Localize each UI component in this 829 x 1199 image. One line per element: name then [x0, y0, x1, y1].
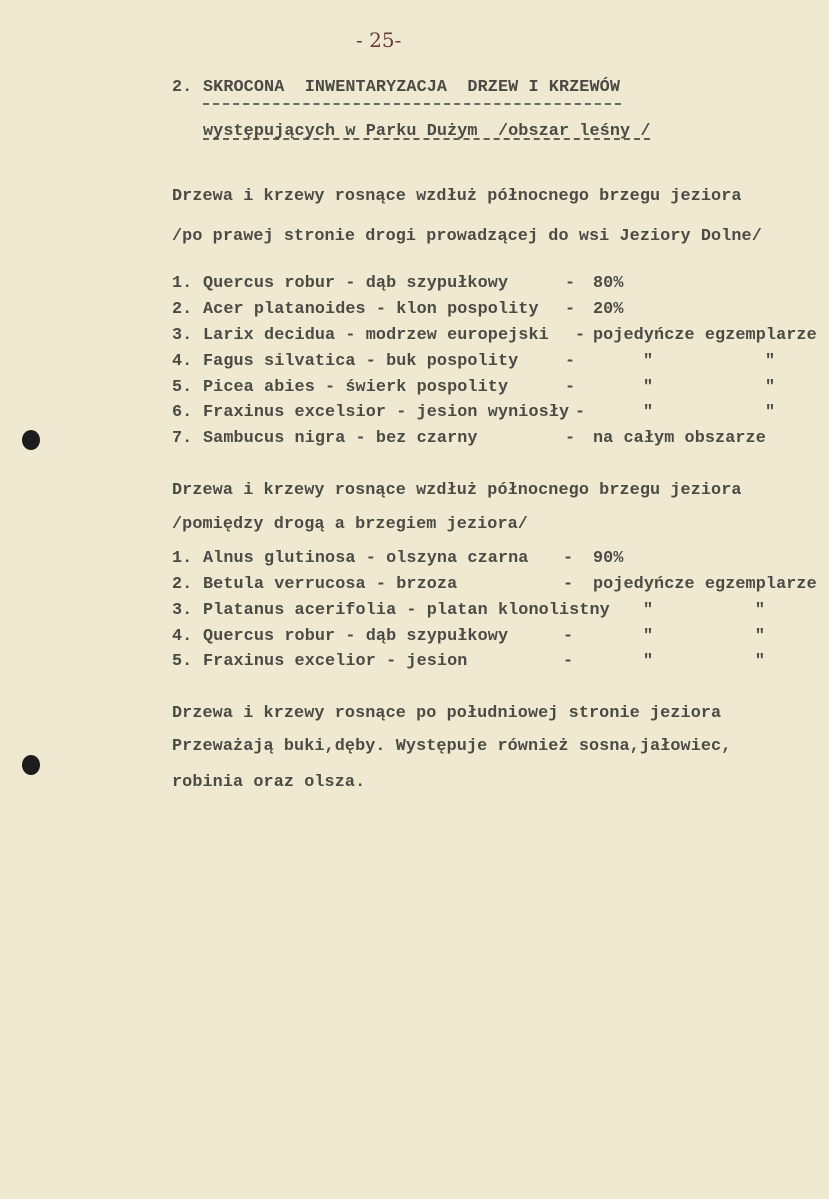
- item-name: Fraxinus excelsior - jesion wyniosły: [203, 403, 570, 422]
- item-number: 3.: [172, 601, 193, 620]
- item-dash: -: [563, 627, 574, 646]
- item-value: " ": [643, 652, 766, 671]
- item-number: 4.: [172, 627, 193, 646]
- item-value: 80%: [593, 274, 624, 293]
- item-number: 3.: [172, 326, 193, 345]
- item-name: Acer platanoides - klon pospolity: [203, 300, 539, 319]
- item-value: pojedyńcze egzemplarze: [593, 326, 817, 345]
- item-value: " ": [643, 627, 766, 646]
- item-number: 2.: [172, 300, 193, 319]
- item-name: Quercus robur - dąb szypułkowy: [203, 627, 509, 646]
- section2-line2: /pomiędzy drogą a brzegiem jeziora/: [172, 515, 528, 534]
- item-dash: -: [565, 378, 576, 397]
- item-value: 90%: [593, 549, 624, 568]
- item-value: na całym obszarze: [593, 429, 766, 448]
- heading-title: SKROCONA INWENTARYZACJA DRZEW I KRZEWÓW: [203, 78, 620, 97]
- item-dash: -: [565, 352, 576, 371]
- item-value: 20%: [593, 300, 624, 319]
- section2-line1: Drzewa i krzewy rosnące wzdłuż północnego brzegu jeziora: [172, 481, 742, 500]
- item-number: 6.: [172, 403, 193, 422]
- item-name: Sambucus nigra - bez czarny: [203, 429, 478, 448]
- punch-hole-icon: [22, 755, 40, 775]
- heading-rule: [203, 103, 621, 105]
- item-dash: -: [565, 300, 576, 319]
- section3-line1: Drzewa i krzewy rosnące po południowej stronie jeziora: [172, 704, 722, 723]
- item-number: 1.: [172, 549, 193, 568]
- section3-line3: robinia oraz olsza.: [172, 773, 366, 792]
- item-number: 5.: [172, 652, 193, 671]
- item-value: " ": [643, 352, 776, 371]
- item-name: Fagus silvatica - buk pospolity: [203, 352, 519, 371]
- item-number: 4.: [172, 352, 193, 371]
- item-dash: -: [565, 429, 576, 448]
- heading-subtitle: występujących w Parku Dużym /obszar leśny /: [203, 122, 651, 141]
- section1-line1: Drzewa i krzewy rosnące wzdłuż północnego brzegu jeziora: [172, 187, 742, 206]
- item-name: Betula verrucosa - brzoza: [203, 575, 458, 594]
- item-name: Quercus robur - dąb szypułkowy: [203, 274, 509, 293]
- item-dash: -: [575, 326, 586, 345]
- item-number: 5.: [172, 378, 193, 397]
- page-number: - 25-: [356, 28, 402, 52]
- section1-line2: /po prawej stronie drogi prowadzącej do wsi Jeziory Dolne/: [172, 227, 762, 246]
- item-value: " ": [643, 403, 776, 422]
- item-dash: -: [575, 403, 586, 422]
- item-dash: -: [563, 652, 574, 671]
- item-number: 1.: [172, 274, 193, 293]
- item-value: pojedyńcze egzemplarze: [593, 575, 817, 594]
- item-value: " ": [643, 601, 766, 620]
- item-name: Fraxinus excelior - jesion: [203, 652, 468, 671]
- item-number: 7.: [172, 429, 193, 448]
- section3-line2: Przeważają buki,dęby. Występuje również sosna,jałowiec,: [172, 737, 732, 756]
- heading-number: 2.: [172, 78, 193, 97]
- item-dash: -: [563, 549, 574, 568]
- item-dash: -: [563, 575, 574, 594]
- punch-hole-icon: [22, 430, 40, 450]
- item-name: Larix decidua - modrzew europejski: [203, 326, 549, 345]
- item-name: Platanus acerifolia - platan klonolistny: [203, 601, 610, 620]
- item-value: " ": [643, 378, 776, 397]
- item-dash: -: [565, 274, 576, 293]
- item-name: Picea abies - świerk pospolity: [203, 378, 509, 397]
- item-name: Alnus glutinosa - olszyna czarna: [203, 549, 529, 568]
- item-number: 2.: [172, 575, 193, 594]
